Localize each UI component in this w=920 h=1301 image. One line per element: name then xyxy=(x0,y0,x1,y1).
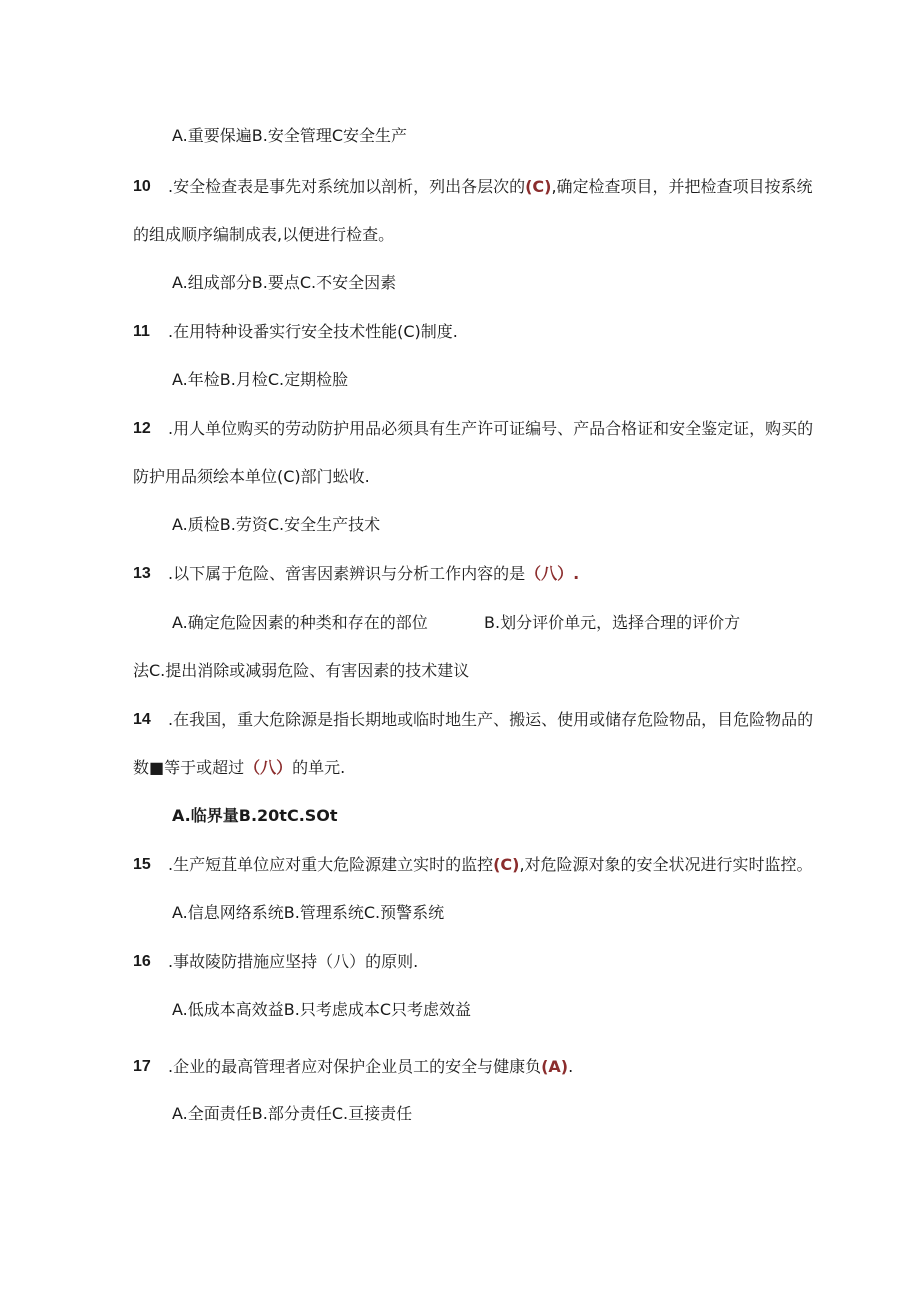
question-text-q14: .在我国，重大危除源是指长期地或临时地生产、搬运、使用或储存危险物品，目危险物品的 xyxy=(168,710,814,729)
question-text-q17: .企业的最高管理者应对保护企业员工的安全与健康负(A). xyxy=(168,1057,574,1076)
options-q16: A.低成本高效益B.只考虑成本C只考虑效益 xyxy=(172,1000,471,1019)
answer-mark: （八） xyxy=(244,758,293,777)
question-text-continuation: 防护用品须绘本单位(C)部门蚣收. xyxy=(133,467,370,486)
question-number: 14 xyxy=(133,711,151,728)
question-number: 16 xyxy=(133,953,151,970)
question-number: 13 xyxy=(133,565,151,582)
options-q14: A.临界量B.20tC.SOt xyxy=(172,806,338,825)
options-q17: A.全面责任B.部分责任C.亘接责任 xyxy=(172,1104,413,1123)
answer-mark: (C) xyxy=(525,177,552,196)
question-text-continuation: 数■等于或超过（八）的单元. xyxy=(133,758,346,777)
answer-mark: （八）. xyxy=(525,564,580,583)
options-q10: A.组成部分B.要点C.不安全因素 xyxy=(172,273,397,292)
question-text-q12: .用人单位购买的劳动防护用品必须具有生产许可证编号、产品合格证和安全鉴定证，购买的 xyxy=(168,419,814,438)
question-text-q11: .在用特种设番实行安全技术性能(C)制度. xyxy=(168,322,458,341)
options-q11: A.年检B.月检C.定期检脸 xyxy=(172,370,349,389)
answer-mark: (C) xyxy=(493,855,520,874)
question-number: 10 xyxy=(133,178,151,195)
option-b-q13: B.划分评价单元，选择合理的评价方 xyxy=(484,613,741,632)
options-q15: A.信息网络系统B.管理系统C.预警系统 xyxy=(172,903,445,922)
question-number: 17 xyxy=(133,1058,151,1075)
question-number: 15 xyxy=(133,856,151,873)
question-text-q16: .事故陵防措施应坚持（八）的原则. xyxy=(168,952,419,971)
options-q12: A.质检B.劳资C.安全生产技术 xyxy=(172,515,381,534)
question-text-continuation: 的组成顺序编制成表,以便进行检查。 xyxy=(133,225,395,244)
options-q9: A.重要保遍B.安全管理C安全生产 xyxy=(172,126,407,145)
question-text-q10: .安全检查表是事先对系统加以剖析，列出各层次的(C),确定检查项目，并把检查项目按系统 xyxy=(168,177,813,196)
question-number: 11 xyxy=(133,323,150,340)
question-text-continuation: 法C.提出消除或减弱危险、有害因素的技术建议 xyxy=(133,661,470,680)
question-text-q13: .以下属于危险、啻害因素辨识与分析工作内容的是（八）. xyxy=(168,564,580,583)
question-text-q15: .生产短苴单位应对重大危险源建立实时的监控(C),对危险源对象的安全状况进行实时监控。 xyxy=(168,855,813,874)
answer-mark: (A) xyxy=(541,1057,569,1076)
option-a-q13: A.确定危险因素的种类和存在的部位 xyxy=(172,613,428,632)
question-number: 12 xyxy=(133,420,151,437)
